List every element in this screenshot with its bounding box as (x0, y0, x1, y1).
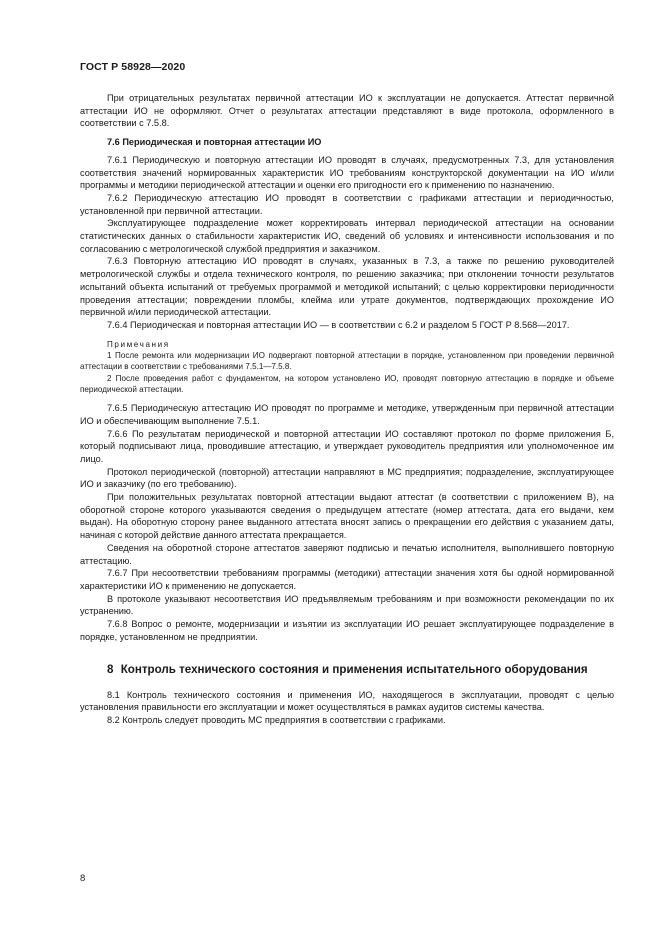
note-2: 2 После проведения работ с фундаментом, на котором установлено ИО, проводят повторную аттестацию в порядке и объеме периодической аттестации. (80, 373, 614, 394)
section-7-6-title: 7.6 Периодическая и повторная аттестации ИО (107, 137, 322, 148)
paragraph-7-6-7: 7.6.7 При несоответствии требованиям программы (методики) аттестации значения хотя бы одной нормированной характеристики ИО к применению не допускается. (80, 568, 614, 591)
paragraph-7-6-6d: Сведения на оборотной стороне аттестатов заверяют подписью и печатью исполнителя, выполнившего повторную аттестацию. (80, 542, 614, 566)
page-number: 8 (80, 873, 86, 884)
paragraph-7-6-3: 7.6.3 Повторную аттестацию ИО проводят в случаях, указанных в 7.3, а также по решению руководителей метрологической службы и отдела технического контроля, по решению заказчика; при отклонении точности результатов испытаний объекта испытаний от требуемых программой и методикой испытаний; с целью корректировки периодичности проведения аттестации; повреждении пломбы, клейма или утрате документов, подтверждающих прохождение ИО первичной и/или периодической аттестации. (80, 256, 614, 318)
section-8-heading (80, 662, 614, 677)
document-body (80, 92, 614, 727)
notes-block (80, 339, 614, 395)
paragraph-7-6-6b: Протокол периодической (повторной) аттестации направляют в МС предприятия; подразделение, эксплуатирующее ИО и заказчику (по его требованию). (80, 466, 614, 490)
notes-title: Примечания (107, 339, 170, 349)
paragraph-7-6-5: 7.6.5 Периодическую аттестацию ИО проводят по программе и методике, утвержденным при первичной аттестации ИО и обеспечивающим выполнение 7.5.1. (80, 403, 614, 426)
paragraph-7-6-8: 7.6.8 Вопрос о ремонте, модернизации и изъятии из эксплуатации ИО решает эксплуатирующее подразделение в порядке, установленном не предприятии. (80, 619, 614, 642)
paragraph-7-6-2b: Эксплуатирующее подразделение может корректировать интервал периодической аттестации на основании статистических данных о стабильности характеристик ИО, сведений об условиях и интенсивности использования и по согласованию с метрологической службой предприятия и заказчиком. (80, 218, 614, 254)
document-header: ГОСТ Р 58928—2020 (80, 61, 186, 73)
paragraph-8-2: 8.2 Контроль следует проводить МС предприятия в соответствии с графиками. (107, 714, 446, 725)
paragraph-7-6-6: 7.6.6 По результатам периодической и повторной аттестации ИО составляют протокол по форме приложения Б, который подписывают лица, проводившие аттестацию, и утверждает руководитель предприятия или уполномоченное им лицо. (80, 428, 614, 464)
paragraph-7-6-2: 7.6.2 Периодическую аттестацию ИО проводят в соответствии с графиками аттестации и периодичностью, установленной при первичной аттестации. (80, 192, 614, 216)
paragraph-7-6-1: 7.6.1 Периодическую и повторную аттестации ИО проводят в случаях, предусмотренных 7.3, для установления соответствия значений нормированных характеристик ИО требованиям конструкторской документации на ИО и/или программы и методики периодической аттестации и оценки его пригодности его к применению по назначению. (80, 154, 614, 191)
paragraph-7-6-7b: В протоколе указывают несоответствия ИО предъявляемым требованиям и при возможности рекомендации по их устранению. (80, 593, 614, 617)
paragraph-8-1: 8.1 Контроль технического состояния и применения ИО, находящегося в эксплуатации, проводят с целью установления правильности его эксплуатации и может осуществляться в рамках аудитов системы качества. (80, 689, 614, 713)
paragraph-7-6-4: 7.6.4 Периодическая и повторная аттестации ИО — в соответствии с 6.2 и разделом 5 ГОСТ Р 8.568—2017. (107, 319, 570, 330)
paragraph-7-6-6c: При положительных результатах повторной аттестации выдают аттестат (в соответствии с приложением В), на оборотной стороне которого указываются сведения о предыдущем аттестате (номер аттестата, дата его выдачи, кем выдан). На оборотную сторону ранее выданного аттестата вносят запись о прекращении его действия с указанием даты, начиная с которой действие данного аттестата прекращается. (80, 492, 614, 541)
section-8-number: 8 (107, 662, 114, 676)
section-8-title: Контроль технического состояния и применения испытательного оборудования (120, 662, 588, 676)
intro-paragraph: При отрицательных результатах первичной аттестации ИО к эксплуатации не допускается. Аттестат первичной аттестации ИО не оформляют. Отчет о результатах аттестации представляют в виде протокола, оформленного в соответствии с 7.5.8. (80, 93, 614, 129)
note-1: 1 После ремонта или модернизации ИО подвергают повторной аттестации в порядке, установленном при проведении первичной аттестации в соответствии с требованиями 7.5.1—7.5.8. (80, 350, 614, 372)
